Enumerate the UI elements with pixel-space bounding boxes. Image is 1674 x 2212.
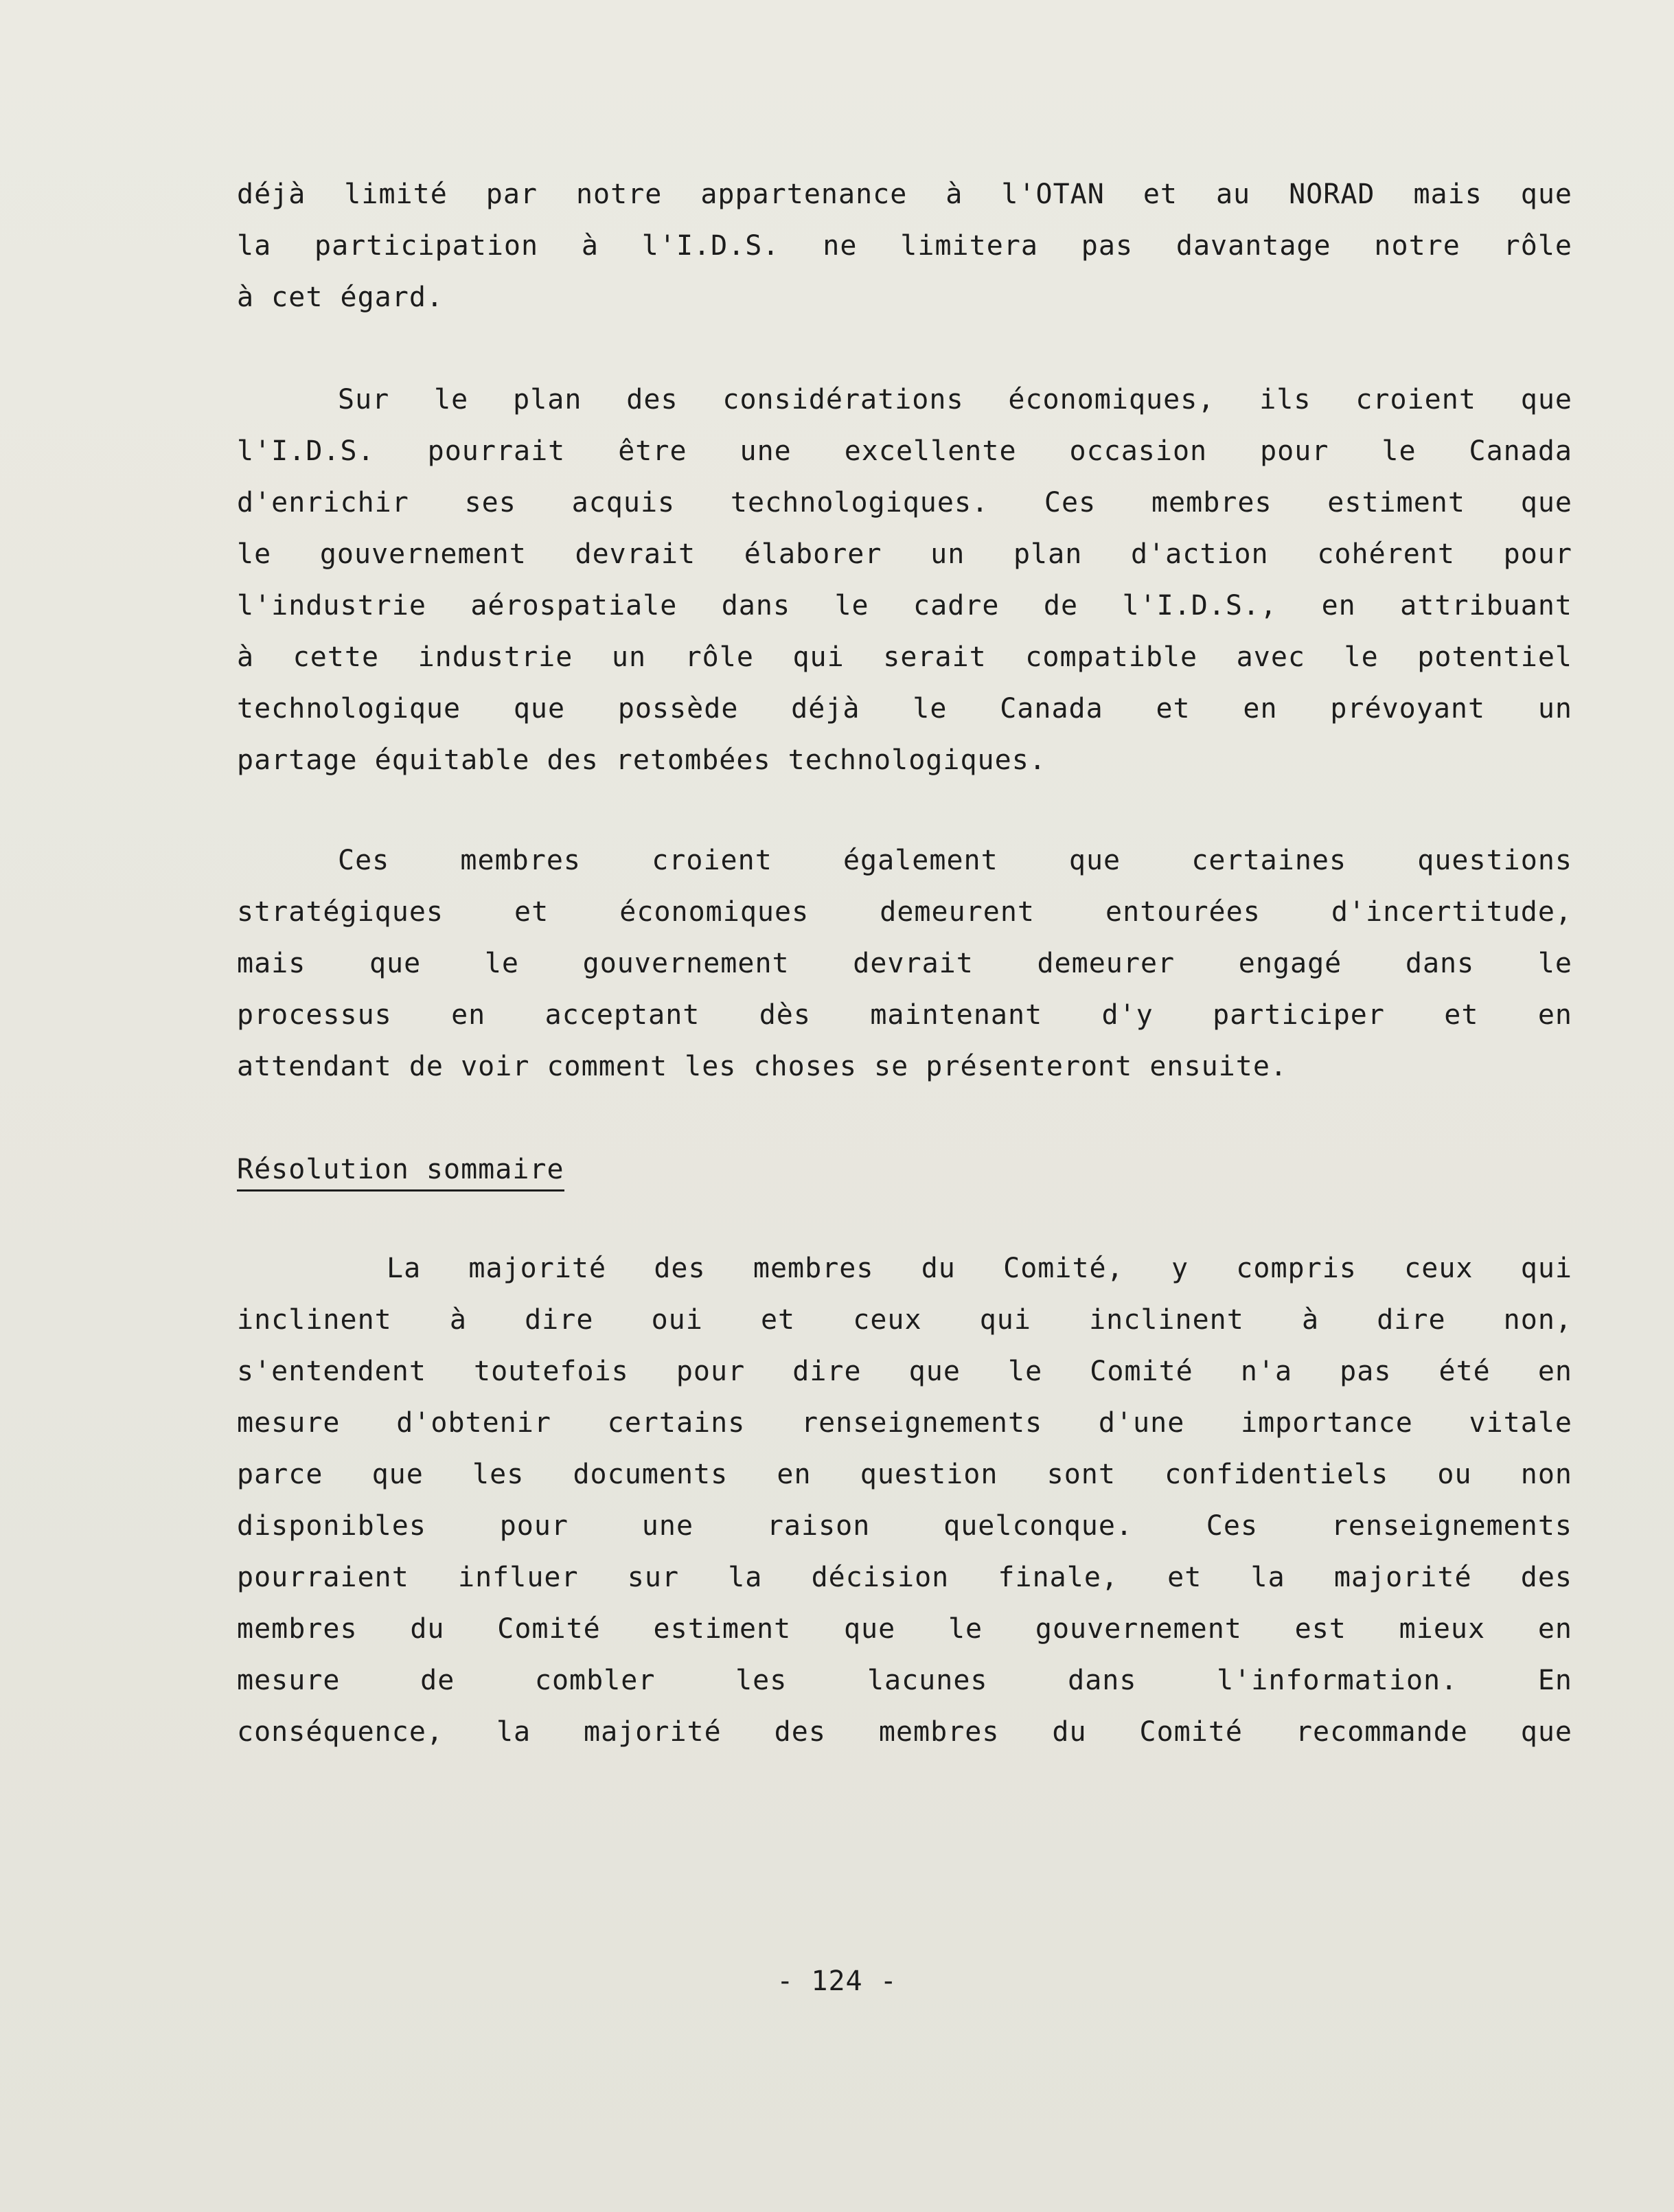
text-line: processus en acceptant dès maintenant d'y participer et en (237, 999, 1572, 1031)
text-line: disponibles pour une raison quelconque. Ces renseignements (237, 1510, 1572, 1542)
text-line: l'I.D.S. pourrait être une excellente occasion pour le Canada (237, 435, 1572, 467)
text-line: stratégiques et économiques demeurent entourées d'incertitude, (237, 896, 1572, 928)
text-line: mais que le gouvernement devrait demeurer engagé dans le (237, 948, 1572, 979)
page-number: - 124 - (777, 1965, 897, 1997)
text-line: pourraient influer sur la décision finale, et la majorité des (237, 1562, 1572, 1593)
text-line: à cette industrie un rôle qui serait compatible avec le potentiel (237, 641, 1572, 673)
text-line: attendant de voir comment les choses se présenteront ensuite. (237, 1051, 1288, 1082)
paragraph-nato-norad (237, 169, 1572, 323)
section-heading (237, 1144, 564, 1196)
text-line: parce que les documents en question sont confidentiels ou non (237, 1459, 1572, 1490)
paragraph-majority-resolution (237, 1243, 1572, 1758)
text-line: La majorité des membres du Comité, y compris ceux qui (387, 1253, 1572, 1284)
text-line: Sur le plan des considérations économiques, ils croient que (338, 384, 1572, 415)
text-line: conséquence, la majorité des membres du Comité recommande que (237, 1716, 1572, 1748)
text-line: l'industrie aérospatiale dans le cadre de l'I.D.S., en attribuant (237, 590, 1572, 622)
text-line: partage équitable des retombées technologiques. (237, 744, 1046, 776)
text-line: le gouvernement devrait élaborer un plan d'action cohérent pour (237, 538, 1572, 570)
text-line: à cet égard. (237, 282, 444, 313)
text-line: mesure d'obtenir certains renseignements d'une importance vitale (237, 1407, 1572, 1439)
text-line: d'enrichir ses acquis technologiques. Ces membres estiment que (237, 487, 1572, 518)
text-line: Ces membres croient également que certaines questions (338, 845, 1572, 876)
text-line: technologique que possède déjà le Canada et en prévoyant un (237, 693, 1572, 725)
paragraph-uncertainty (237, 835, 1572, 1093)
text-line: déjà limité par notre appartenance à l'OTAN et au NORAD mais que (237, 179, 1572, 210)
text-line: membres du Comité estiment que le gouvernement est mieux en (237, 1613, 1572, 1645)
text-line: mesure de combler les lacunes dans l'information. En (237, 1665, 1572, 1696)
text-line: la participation à l'I.D.S. ne limitera pas davantage notre rôle (237, 230, 1572, 262)
text-line: inclinent à dire oui et ceux qui inclinent à dire non, (237, 1304, 1572, 1336)
text-line: s'entendent toutefois pour dire que le Comité n'a pas été en (237, 1356, 1572, 1387)
section-heading-text: Résolution sommaire (237, 1151, 564, 1191)
paragraph-economic-considerations (237, 374, 1572, 786)
